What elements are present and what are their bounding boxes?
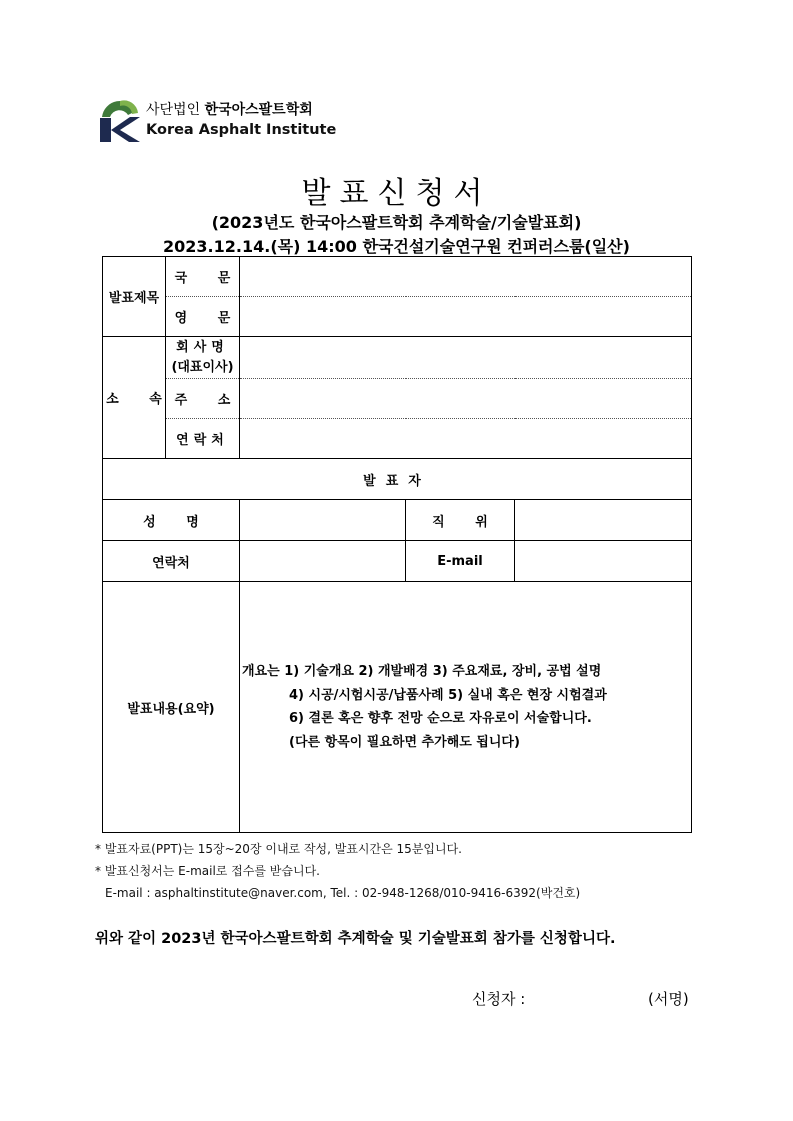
summary-label: 발표내용(요약) [103,582,240,833]
event-subtitle: (2023년도 한국아스팔트학회 추계학술/기술발표회) [211,213,582,232]
kai-logo-icon [98,95,142,145]
summary-field[interactable] [240,582,692,833]
presenter-contact-field[interactable] [240,541,406,582]
application-form-table [102,256,692,833]
summary-line: 개요는 1) 기술개요 2) 개발배경 3) 주요재료, 장비, 공법 설명 [242,664,602,679]
affiliation-label: 소 속 [103,337,166,459]
declaration-text: 위와 같이 2023년 한국아스팔트학회 추계학술 및 기술발표회 참가를 신청합니다. [95,931,616,947]
address-label: 주 소 [166,379,240,419]
page-title: 발표신청서 [301,176,492,211]
applicant-label: 신청자 : [472,990,526,1008]
signature-label: (서명) [648,990,689,1008]
presenter-contact-label: 연락처 [103,541,240,582]
notes [95,838,580,904]
note-email-submission: * 발표신청서는 E-mail로 접수를 받습니다. [95,864,320,878]
summary-line: (다른 항목이 필요하면 추가해도 됩니다) [289,734,520,750]
email-field[interactable] [515,541,692,582]
korean-title-field[interactable] [240,257,692,297]
organization-logo [98,95,337,145]
company-field[interactable] [240,337,692,379]
korean-title-label: 국 문 [166,257,240,297]
address-field[interactable] [240,379,692,419]
summary-line: 6) 결론 혹은 향후 전망 순으로 자유로이 서술합니다. [289,711,592,726]
english-title-field[interactable] [240,297,692,337]
note-contact-info: E-mail : asphaltinstitute@naver.com, Tel. : 02-948-1268/010-9416-6392(박건호) [105,886,581,900]
summary-line: 4) 시공/시험시공/납품사례 5) 실내 혹은 현장 시험결과 [289,687,607,703]
note-ppt: * 발표자료(PPT)는 15장~20장 이내로 작성, 발표시간은 15분입니다. [95,842,462,856]
contact-label: 연락처 [166,419,240,459]
logo-english-name: Korea Asphalt Institute [146,122,337,138]
name-field[interactable] [240,500,406,541]
contact-field[interactable] [240,419,692,459]
name-label: 성 명 [103,500,240,541]
english-title-label: 영 문 [166,297,240,337]
logo-korean-name: 사단법인 한국아스팔트학회 [146,102,313,118]
email-label: E-mail [406,541,515,582]
position-label: 직 위 [406,500,515,541]
position-field[interactable] [515,500,692,541]
presenter-section-header: 발표자 [103,459,692,500]
presentation-title-label: 발표제목 [103,257,166,337]
event-date-location: 2023.12.14.(목) 14:00 한국건설기술연구원 컨퍼러스룸(일산) [163,237,630,256]
company-ceo-label: 회사명 (대표이사) [166,337,240,379]
